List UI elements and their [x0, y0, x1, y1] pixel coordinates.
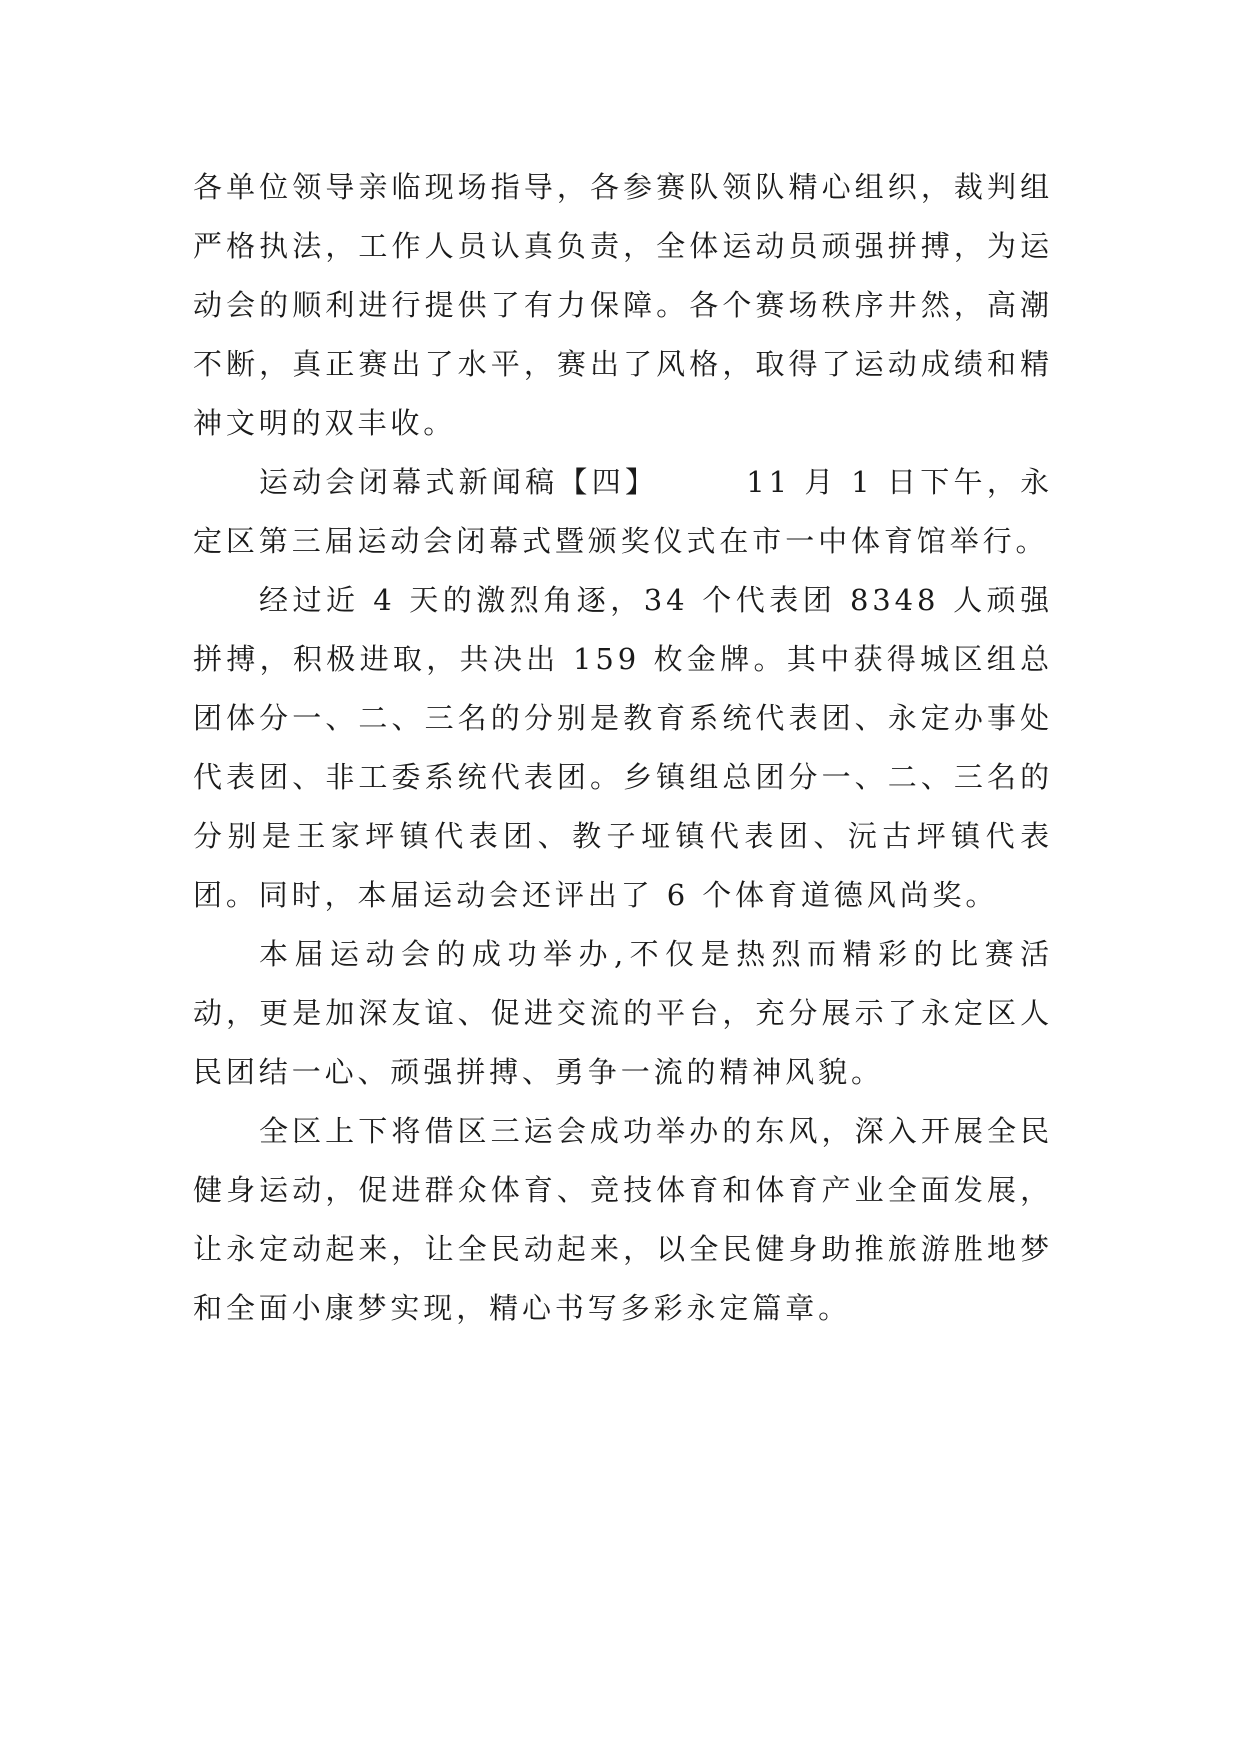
paragraph-text: 全区上下将借区三运会成功举办的东风，深入开展全民健身运动，促进群众体育、竞技体育和体育产业全面发展，让永定动起来，让全民动起来，以全民健身助推旅游胜地梦和全面小康梦实现，精心书写多彩永定篇章。 [193, 1114, 1053, 1325]
paragraph-text: 经过近 4 天的激烈角逐，34 个代表团 8348 人顽强拼搏，积极进取，共决出 159 枚金牌。其中获得城区组总团体分一、二、三名的分别是教育系统代表团、永定办事处代表团、非工委系统代表团。乡镇组总团分一、二、三名的分别是王家坪镇代表团、教子垭镇代表团、沅古坪镇代表团。同时，本届运动会还评出了 6 个体育道德风尚奖。 [193, 583, 1053, 912]
paragraph-4 [193, 925, 1053, 1102]
paragraph-text: 11 月 1 日下午，永定区第三届运动会闭幕式暨颁奖仪式在市一中体育馆举行。 [193, 465, 1053, 558]
document-body [193, 158, 1053, 1338]
paragraph-text: 本届运动会的成功举办,不仅是热烈而精彩的比赛活动，更是加深友谊、促进交流的平台，充分展示了永定区人民团结一心、顽强拼搏、勇争一流的精神风貌。 [193, 937, 1053, 1089]
paragraph-1 [193, 158, 1053, 453]
paragraph-3 [193, 571, 1053, 925]
paragraph-2 [193, 453, 1053, 571]
section-heading: 运动会闭幕式新闻稿【四】 [259, 465, 659, 499]
paragraph-text: 各单位领导亲临现场指导，各参赛队领队精心组织，裁判组严格执法，工作人员认真负责，全体运动员顽强拼搏，为运动会的顺利进行提供了有力保障。各个赛场秩序井然，高潮不断，真正赛出了水平，赛出了风格，取得了运动成绩和精神文明的双丰收。 [193, 170, 1053, 440]
paragraph-5 [193, 1102, 1053, 1338]
